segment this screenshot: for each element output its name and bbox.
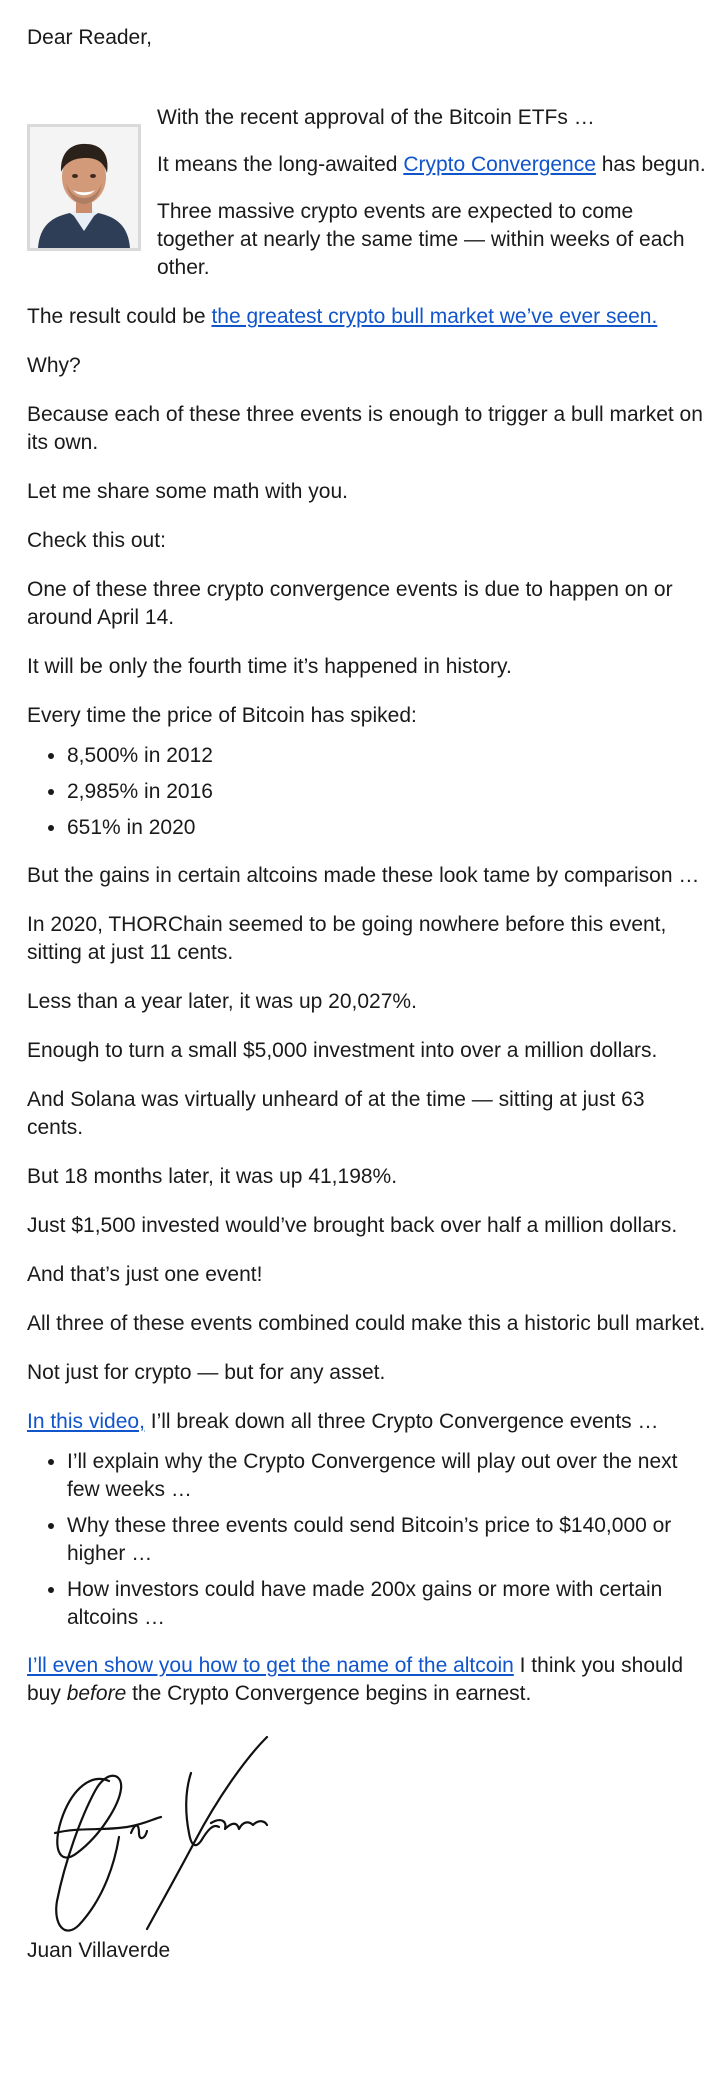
video-paragraph — [27, 1408, 706, 1436]
paragraph-april: One of these three crypto convergence events is due to happen on or around April 14. — [27, 578, 673, 629]
list-item: • Why these three events could send Bitcoin’s price to $140,000 or higher … — [67, 1512, 706, 1568]
author-photo — [27, 124, 141, 251]
list-item: • 651% in 2020 — [67, 814, 706, 842]
paragraph-check: Check this out: — [27, 529, 166, 552]
paragraph-why: Why? — [27, 354, 81, 377]
list-item: • 2,985% in 2016 — [67, 778, 706, 806]
video-link[interactable]: In this video, — [27, 1410, 145, 1433]
paragraph-thorchain-gain: Less than a year later, it was up 20,027%. — [27, 990, 417, 1013]
author-portrait-image — [30, 127, 138, 248]
closing-middle: I think you should buy — [27, 1654, 684, 1705]
paragraph-million: Enough to turn a small $5,000 investment into over a million dollars. — [27, 1039, 658, 1062]
paragraph-solana-gain: But 18 months later, it was up 41,198%. — [27, 1165, 398, 1188]
bull-market-link[interactable]: the greatest crypto bull market we’ve ever seen. — [211, 305, 658, 328]
intro-line-3: Three massive crypto events are expected to come together at nearly the same time — within weeks of each other. — [157, 200, 685, 279]
video-points-list — [27, 1448, 706, 1632]
paragraph-thorchain: In 2020, THORChain seemed to be going nowhere before this event, sitting at just 11 cents. — [27, 913, 667, 964]
paragraph-altcoins: But the gains in certain altcoins made these look tame by comparison … — [27, 864, 700, 887]
paragraph-math: Let me share some math with you. — [27, 480, 348, 503]
paragraph-trigger: Because each of these three events is enough to trigger a bull market on its own. — [27, 403, 703, 454]
result-paragraph — [27, 303, 706, 331]
list-item: • How investors could have made 200x gains or more with certain altcoins … — [67, 1576, 706, 1632]
result-before: The result could be — [27, 305, 212, 328]
closing-emphasis: before — [66, 1682, 127, 1705]
paragraph-price-spiked: Every time the price of Bitcoin has spiked: — [27, 704, 417, 727]
altcoin-name-link[interactable]: I’ll even show you how to get the name of the altcoin — [27, 1654, 514, 1677]
bitcoin-spikes-list — [27, 742, 706, 842]
paragraph-solana: And Solana was virtually unheard of at the time — sitting at just 63 cents. — [27, 1088, 645, 1139]
paragraph-half-million: Just $1,500 invested would’ve brought back over half a million dollars. — [27, 1214, 678, 1237]
intro-line-1: With the recent approval of the Bitcoin ETFs … — [157, 106, 595, 129]
greeting: Dear Reader, — [27, 26, 152, 49]
intro-line-2-before: It means the long-awaited — [157, 153, 404, 176]
video-after: I’ll break down all three Crypto Convergence events … — [144, 1410, 659, 1433]
paragraph-historic: All three of these events combined could make this a historic bull market. — [27, 1312, 706, 1335]
signature-name: Juan Villaverde — [27, 1939, 171, 1962]
paragraph-fourth-time: It will be only the fourth time it’s happened in history. — [27, 655, 512, 678]
list-item: • 8,500% in 2012 — [67, 742, 706, 770]
signature-image — [35, 1729, 285, 1941]
closing-after: the Crypto Convergence begins in earnest. — [126, 1682, 532, 1705]
closing-paragraph — [27, 1652, 706, 1708]
handwritten-signature — [35, 1729, 285, 1941]
list-item: • I’ll explain why the Crypto Convergence will play out over the next few weeks … — [67, 1448, 706, 1504]
crypto-convergence-link[interactable]: Crypto Convergence — [403, 153, 596, 176]
paragraph-one-event: And that’s just one event! — [27, 1263, 263, 1286]
intro-line-2-after: has begun. — [595, 153, 706, 176]
paragraph-any-asset: Not just for crypto — but for any asset. — [27, 1361, 386, 1384]
